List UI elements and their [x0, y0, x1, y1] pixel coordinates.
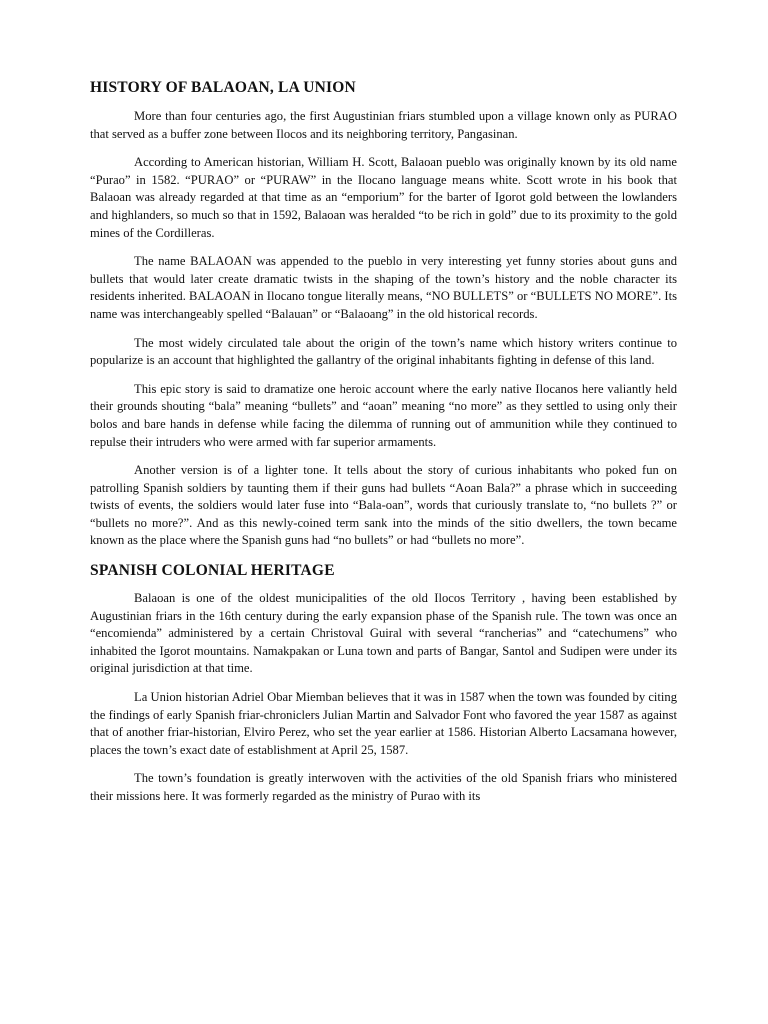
paragraph: Another version is of a lighter tone. It tells about the story of curious inhabitants who poked fun on patrolling Spanish soldiers by taunting them if their guns had bullets “Aoan Bala?” a phrase which in succeeding twists of events, the soldiers would later fuse into “Bala-oan”, words that curiously translate to, “no bullets ?” or “bullets no more?”. And as this newly-coined term sank into the minds of the sitio dwellers, the town became known as the place where the Spanish guns had “no bullets” or had “bullets no more”. [90, 463, 677, 548]
section-heading: SPANISH COLONIAL HERITAGE [90, 562, 335, 580]
paragraph: More than four centuries ago, the first Augustinian friars stumbled upon a village known only as PURAO that served as a buffer zone between Ilocos and its neighboring territory, Pangasinan. [90, 109, 677, 141]
paragraph: The name BALAOAN was appended to the pueblo in very interesting yet funny stories about guns and bullets that would later create dramatic twists in the shaping of the town’s history and the noble character its residents inherited. BALAOAN in Ilocano tongue literally means, “NO BULLETS” or “BULLETS NO MORE”. Its name was interchangeably spelled “Balauan” or “Balaoang” in the old historical records. [90, 254, 677, 321]
paragraph: This epic story is said to dramatize one heroic account where the early native Ilocanos here valiantly held their grounds shouting “bala” meaning “bullets” and “aoan” meaning “no more” as they settled to using only their bolos and bare hands in defense while facing the dilemma of running out of ammunition while they continued to repulse their intruders who were armed with far superior armaments. [90, 381, 677, 449]
document-title: HISTORY OF BALAOAN, LA UNION [90, 79, 356, 96]
paragraph: Balaoan is one of the oldest municipalities of the old Ilocos Territory , having been established by Augustinian friars in the 16th century during the early expansion phase of the Spanish rule. The town was once an “encomienda” administered by a certain Christoval Guiral with several “rancherias” and “catechumens” who inhabited the Igorot mountains. Namakpakan or Luna town and parts of Bangar, Santol and Sudipen were under its original jurisdiction at that time. [90, 591, 677, 676]
paragraph: The most widely circulated tale about the origin of the town’s name which history writers continue to popularize is an account that highlighted the gallantry of the original inhabitants fighting in defense of this land. [90, 335, 677, 368]
paragraph: According to American historian, William H. Scott, Balaoan pueblo was originally known by its old name “Purao” in 1582. “PURAO” or “PURAW” in the Ilocano language means white. Scott wrote in his book that Balaoan was already regarded at that time as an “emporium” for the barter of Igorot gold between the lowlanders and highlanders, so much so that in 1592, Balaoan was heralded “to be rich in gold” due to its proximity to the gold mines of the Cordilleras. [90, 155, 677, 240]
paragraph: La Union historian Adriel Obar Miemban believes that it was in 1587 when the town was founded by citing the findings of early Spanish friar-chroniclers Julian Martin and Salvador Font who favored the year 1587 as against that of another friar-historian, Elviro Perez, who set the year earlier at 1586. Historian Alberto Lacsamana however, places the town’s exact date of establishment at April 25, 1587. [90, 690, 677, 757]
document-page [90, 78, 677, 817]
paragraph: The town’s foundation is greatly interwoven with the activities of the old Spanish friars who ministered their missions here. It was formerly regarded as the ministry of Purao with its [90, 771, 677, 803]
